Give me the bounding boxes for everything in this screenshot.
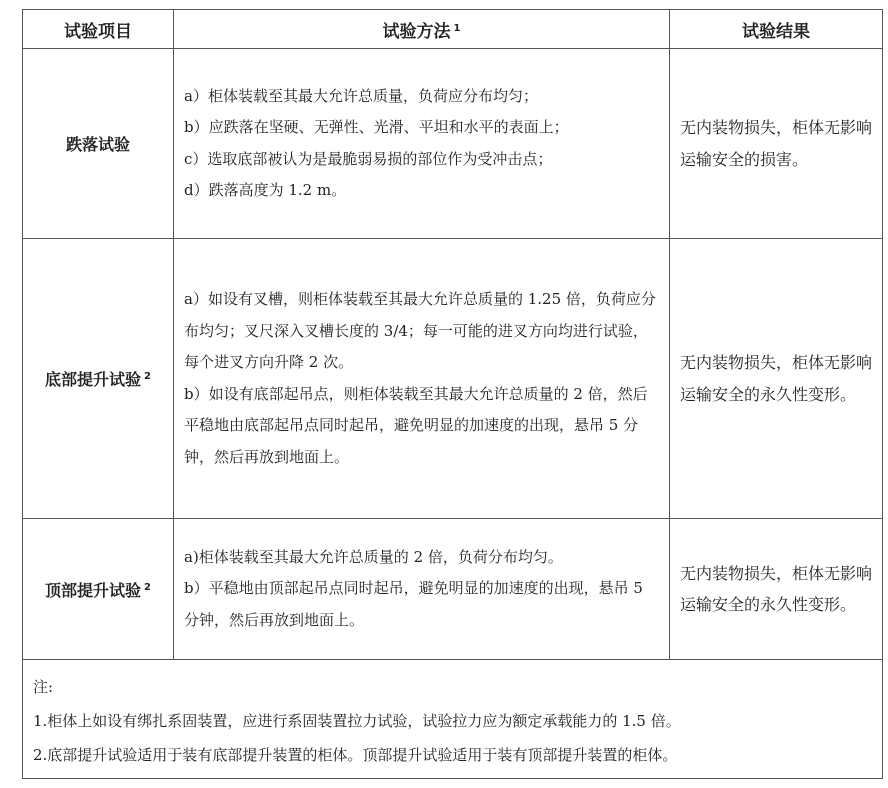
notes-title: 注: bbox=[33, 678, 54, 696]
test-result-top-lift: 无内装物损失，柜体无影响运输安全的永久性变形。 bbox=[670, 519, 883, 660]
header-test-method: 试验方法 $^1$ bbox=[174, 10, 670, 49]
method-step: a)柜体装载至其最大允许总质量的 2 倍，负荷分布均匀。 bbox=[184, 547, 563, 566]
test-result-bottom-lift: 无内装物损失，柜体无影响运输安全的永久性变形。 bbox=[670, 239, 883, 519]
header-row bbox=[23, 10, 883, 49]
method-step: b）如设有底部起吊点，则柜体装载至其最大允许总质量的 2 倍，然后平稳地由底部起吊点同时起吊，避免明显的加速度的出现，悬吊 5 分钟，然后再放到地面上。 bbox=[184, 384, 648, 466]
header-test-item: 试验项目 bbox=[23, 10, 174, 49]
method-step: b）应跌落在坚硬、无弹性、光滑、平坦和水平的表面上； bbox=[184, 118, 569, 136]
table-row-top-lift-test bbox=[23, 519, 883, 660]
test-requirements-document bbox=[22, 9, 882, 779]
test-method-bottom-lift bbox=[174, 239, 670, 519]
method-step: c）选取底部被认为是最脆弱易损的部位作为受冲击点； bbox=[184, 149, 553, 168]
method-step: b）平稳地由顶部起吊点同时起吊，避免明显的加速度的出现，悬吊 5 分钟，然后再放到地面上。 bbox=[184, 579, 643, 629]
test-item-drop: 跌落试验 bbox=[23, 49, 174, 239]
test-item-top-lift: 顶部提升试验 $^2$ bbox=[23, 519, 174, 660]
table-row-bottom-lift-test bbox=[23, 239, 883, 519]
notes-cell bbox=[23, 660, 883, 779]
note-item: 1.柜体上如设有绑扎系固装置，应进行系固装置拉力试验，试验拉力应为额定承载能力的 1.5 倍。 bbox=[33, 712, 681, 730]
test-table bbox=[22, 9, 883, 779]
test-item-bottom-lift: 底部提升试验 $^2$ bbox=[23, 239, 174, 519]
item-footnote-mark: 2 bbox=[144, 581, 151, 593]
test-method-drop bbox=[174, 49, 670, 239]
table-row-drop-test bbox=[23, 49, 883, 239]
method-step: a）如设有叉槽，则柜体装载至其最大允许总质量的 1.25 倍，负荷应分布均匀；叉尺深入叉槽长度的 3/4；每一可能的进叉方向均进行试验，每个进叉方向升降 2 次。 bbox=[184, 290, 656, 371]
test-result-drop: 无内装物损失，柜体无影响运输安全的损害。 bbox=[670, 49, 883, 239]
notes-row bbox=[23, 660, 883, 779]
method-step: d）跌落高度为 1.2 m。 bbox=[184, 181, 347, 199]
note-item: 2.底部提升试验适用于装有底部提升装置的柜体。顶部提升试验适用于装有顶部提升装置的柜体。 bbox=[33, 746, 678, 764]
item-footnote-mark: 2 bbox=[144, 371, 151, 382]
header-test-result: 试验结果 bbox=[670, 10, 883, 49]
header-method-footnote-mark: 1 bbox=[453, 22, 461, 34]
test-method-top-lift bbox=[174, 519, 670, 660]
method-step: a）柜体装载至其最大允许总质量，负荷应分布均匀； bbox=[184, 86, 538, 105]
